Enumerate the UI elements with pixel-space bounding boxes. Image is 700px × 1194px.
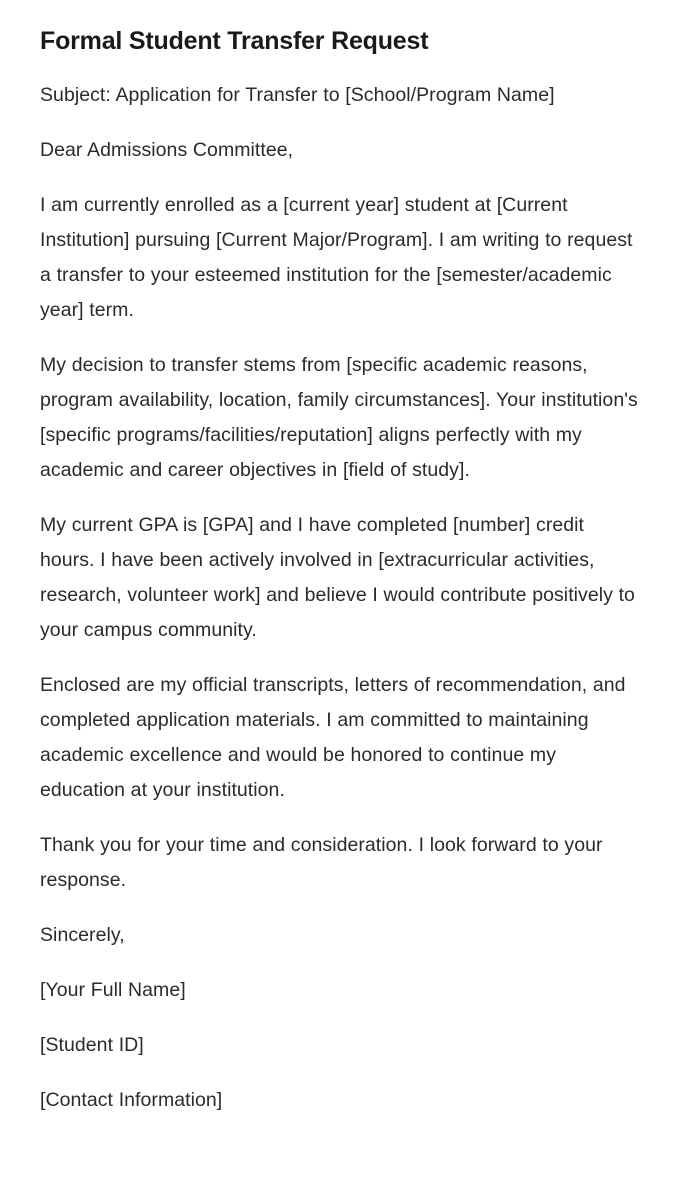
- document-body: [40, 78, 640, 1118]
- document-paragraph: Sincerely,: [40, 924, 125, 946]
- document-paragraph: [Contact Information]: [40, 1089, 223, 1111]
- document-paragraph: Subject: Application for Transfer to [School/Program Name]: [40, 84, 555, 106]
- document-paragraph: My decision to transfer stems from [specific academic reasons, program availability, location, family circumstances]. Your institution's [specific programs/facilities/reputation] aligns perfectly with my academic and career objectives in [field of study].: [40, 354, 638, 481]
- document-paragraph: Enclosed are my official transcripts, letters of recommendation, and completed application materials. I am committed to maintaining academic excellence and would be honored to continue my education at your institution.: [40, 674, 626, 801]
- document-paragraph: I am currently enrolled as a [current year] student at [Current Institution] pursuing [Current Major/Program]. I am writing to request a transfer to your esteemed institution for the [semester/academic year] term.: [40, 194, 633, 321]
- document-paragraph: Thank you for your time and consideration. I look forward to your response.: [40, 834, 603, 891]
- document-paragraph: Dear Admissions Committee,: [40, 139, 294, 161]
- page-title: Formal Student Transfer Request: [40, 27, 429, 55]
- document-paragraph: My current GPA is [GPA] and I have completed [number] credit hours. I have been actively involved in [extracurricular activities, research, volunteer work] and believe I would contribute positively to your campus community.: [40, 514, 635, 641]
- document-paragraph: [Student ID]: [40, 1034, 144, 1056]
- document-paragraph: [Your Full Name]: [40, 979, 186, 1001]
